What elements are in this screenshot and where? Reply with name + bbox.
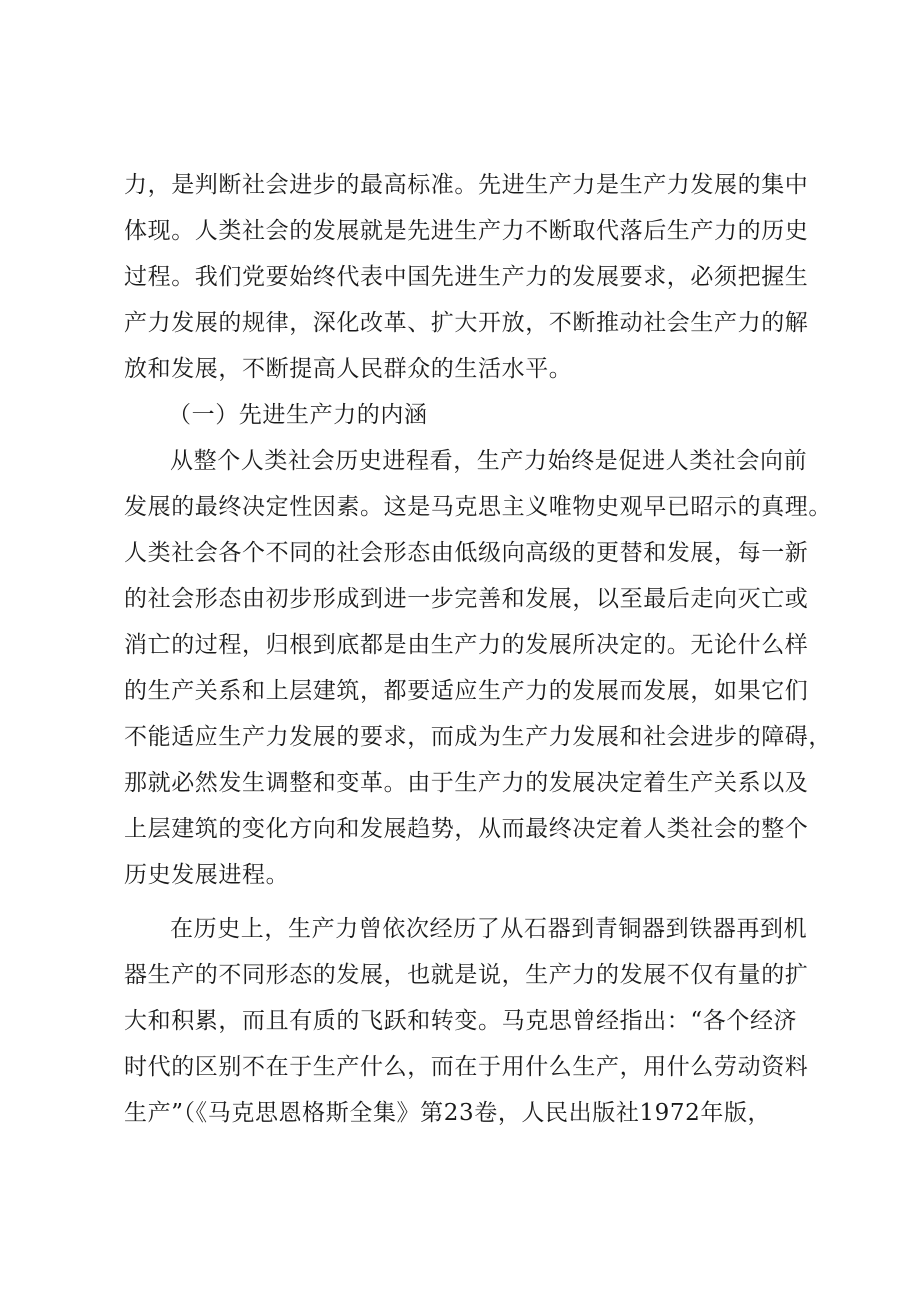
- text-line: 发展的最终决定性因素。这是马克思主义唯物史观早已昭示的真理。: [124, 494, 832, 520]
- text-line: 人类社会各个不同的社会形态由低级向高级的更替和发展，每一新: [124, 540, 809, 566]
- text-line: 器生产的不同形态的发展，也就是说，生产力的发展不仅有量的扩: [124, 962, 809, 988]
- text-line: 的生产关系和上层建筑，都要适应生产力的发展而发展，如果它们: [124, 678, 809, 704]
- section-heading: （一）先进生产力的内涵: [168, 402, 428, 428]
- text-line: 放和发展，不断提高人民群众的生活水平。: [124, 356, 573, 382]
- text-line: 时代的区别不在于生产什么，而在于用什么生产，用什么劳动资料: [124, 1054, 809, 1080]
- paragraph-first-line: 从整个人类社会历史进程看，生产力始终是促进人类社会向前: [170, 448, 808, 474]
- paragraph-first-line: 在历史上，生产力曾依次经历了从石器到青铜器到铁器再到机: [170, 916, 808, 942]
- text-line: 过程。我们党要始终代表中国先进生产力的发展要求，必须把握生: [124, 264, 809, 290]
- text-line: 体现。人类社会的发展就是先进生产力不断取代落后生产力的历史: [124, 218, 809, 244]
- text-line: 的社会形态由初步形成到进一步完善和发展，以至最后走向灭亡或: [124, 586, 809, 612]
- text-line: 大和积累，而且有质的飞跃和转变。马克思曾经指出：“各个经济: [124, 1008, 798, 1034]
- text-line: 上层建筑的变化方向和发展趋势，从而最终决定着人类社会的整个: [124, 816, 809, 842]
- text-line: 那就必然发生调整和变革。由于生产力的发展决定着生产关系以及: [124, 770, 809, 796]
- text-line: 消亡的过程，归根到底都是由生产力的发展所决定的。无论什么样: [124, 632, 809, 658]
- text-line: 产力发展的规律，深化改革、扩大开放，不断推动社会生产力的解: [124, 310, 809, 336]
- text-line: 力，是判断社会进步的最高标准。先进生产力是生产力发展的集中: [124, 172, 809, 198]
- text-line: 历史发展进程。: [124, 862, 290, 888]
- text-line: 不能适应生产力发展的要求，而成为生产力发展和社会进步的障碍，: [124, 724, 832, 750]
- text-line: 生产”（《马克思恩格斯全集》第23卷，人民出版社1972年版，: [124, 1100, 772, 1126]
